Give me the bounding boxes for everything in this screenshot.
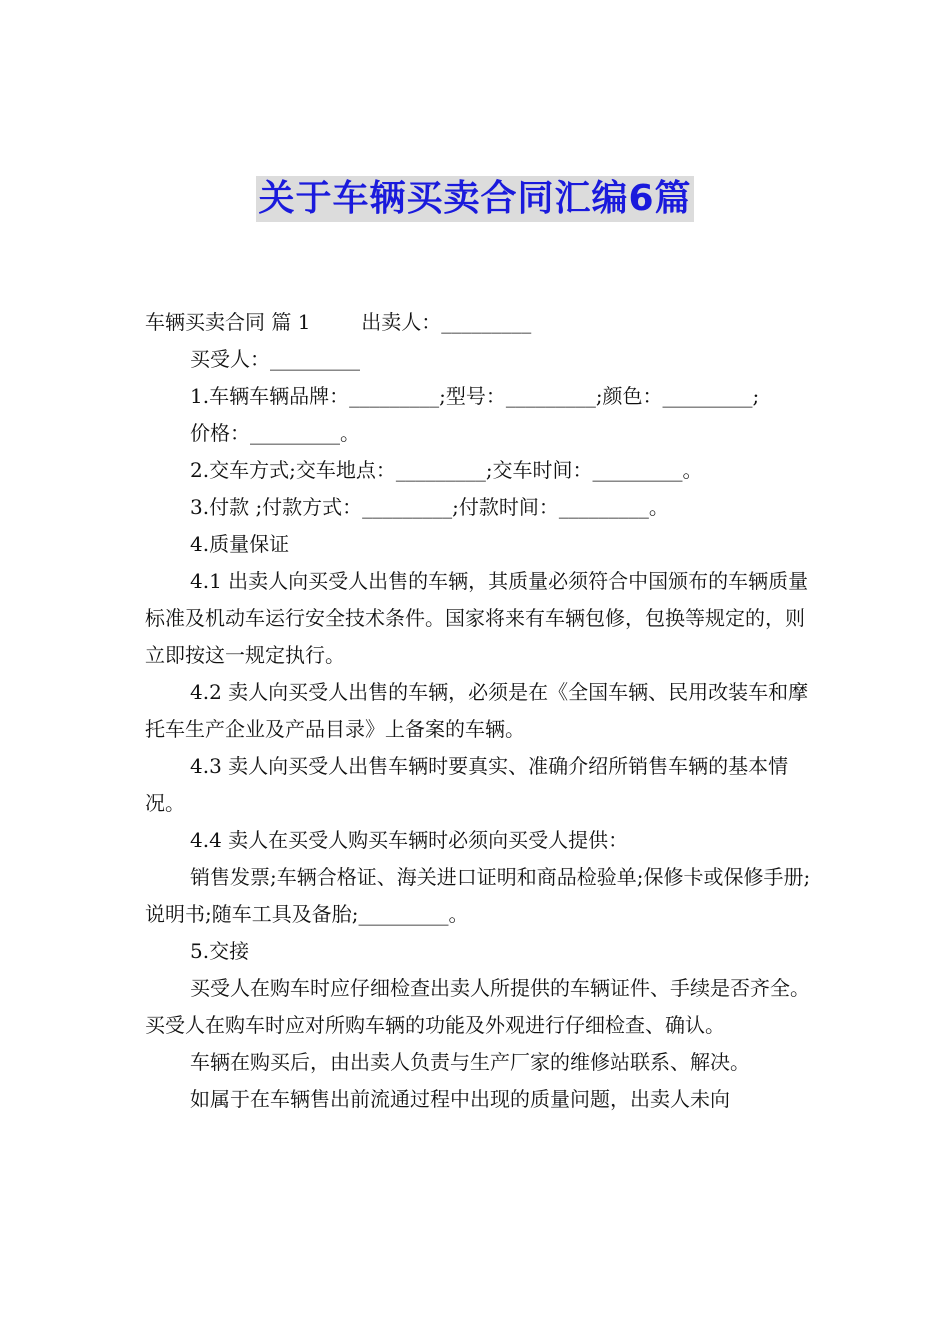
document-title: 关于车辆买卖合同汇编6篇	[256, 176, 693, 222]
paragraph-buyer: 买受人：_________	[190, 347, 360, 371]
document-body	[145, 304, 815, 1118]
paragraph-price: 价格：_________。	[190, 421, 360, 445]
paragraph-vehicle-brand: 1.车辆车辆品牌：_________;型号：_________;颜色：_________;	[190, 384, 760, 408]
paragraph-after-purchase: 车辆在购买后，由出卖人负责与生产厂家的维修站联系、解决。	[190, 1050, 750, 1074]
paragraph-4-1: 4.1 出卖人向买受人出售的车辆，其质量必须符合中国颁布的车辆质量标准及机动车运行安全技术条件。国家将来有车辆包修，包换等规定的，则立即按这一规定执行。	[145, 569, 809, 667]
paragraph-delivery: 2.交车方式;交车地点：_________;交车时间：_________。	[190, 458, 703, 482]
paragraph-4-4: 4.4 卖人在买受人购买车辆时必须向买受人提供：	[190, 828, 629, 852]
paragraph-inspection: 买受人在购车时应仔细检查出卖人所提供的车辆证件、手续是否齐全。 买受人在购车时应对所购车辆的功能及外观进行仔细检查、确认。	[145, 976, 817, 1037]
paragraph-4-2: 4.2 卖人向买受人出售的车辆，必须是在《全国车辆、民用改装车和摩托车生产企业及产品目录》上备案的车辆。	[145, 680, 809, 741]
paragraph-header: 车辆买卖合同 篇 1 出卖人：_________	[145, 310, 532, 334]
paragraph-quality-heading: 4.质量保证	[190, 532, 290, 556]
paragraph-quality-issue: 如属于在车辆售出前流通过程中出现的质量问题，出卖人未向	[190, 1087, 730, 1111]
paragraph-4-3: 4.3 卖人向买受人出售车辆时要真实、准确介绍所销售车辆的基本情况。	[145, 754, 789, 815]
paragraph-documents-list: 销售发票;车辆合格证、海关进口证明和商品检验单;保修卡或保修手册;说明书;随车工具及备胎;_________。	[145, 865, 811, 926]
title-container	[0, 176, 950, 222]
paragraph-handover-heading: 5.交接	[190, 939, 250, 963]
paragraph-payment: 3.付款 ;付款方式：_________;付款时间：_________。	[190, 495, 669, 519]
